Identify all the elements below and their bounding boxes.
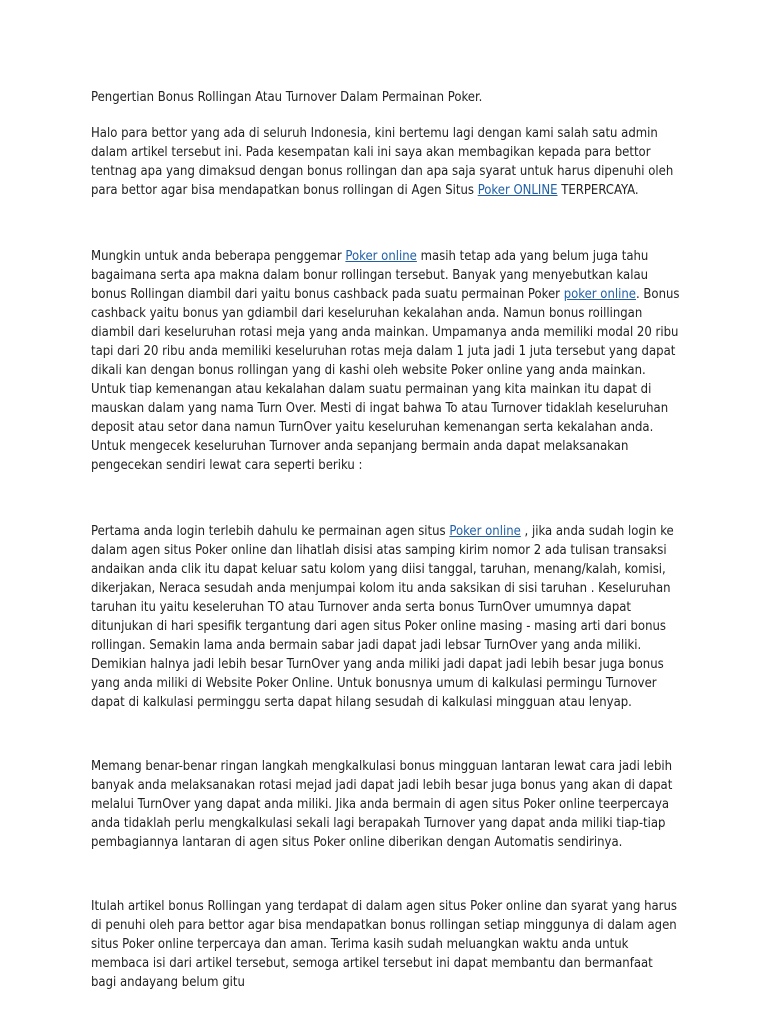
document-body [91, 88, 681, 992]
paragraph-login-steps [91, 522, 681, 712]
paragraph-text: Mungkin untuk anda beberapa penggemar [91, 249, 346, 264]
paragraph-text: Memang benar-benar ringan langkah mengkalkulasi bonus mingguan lantaran lewat cara jadi lebih banyak anda melaksanakan rotasi mejad jadi dapat jadi lebih besar juga bonus yang akan di dapat melalui TurnOver yang dapat anda miliki. Jika anda bermain di agen situs Poker online teerpercaya anda tidaklah perlu mengkalkulasi sekali lagi berapakah Turnover yang dapat anda miliki tiap-tiap pembagiannya lantaran di agen situs Poker online diberikan dengan Automatis sendirinya. [91, 759, 673, 850]
paragraph-text: TERPERCAYA. [557, 183, 639, 198]
paragraph-spacer [91, 200, 681, 247]
paragraph-spacer [91, 852, 681, 897]
paragraph-text: Pertama anda login terlebih dahulu ke permainan agen situs [91, 524, 450, 539]
paragraph-text: Halo para bettor yang ada di seluruh Indonesia, kini bertemu lagi dengan kami salah satu admin dalam artikel tersebut ini. Pada kesempatan kali ini saya akan membagikan kepada para bettor tentnag apa yang dimaksud dengan bonus rollingan dan apa saja syarat untuk harus dipenuhi oleh para bettor agar bisa mendapatkan bonus rollingan di Agen Situs [91, 126, 674, 198]
poker-online-link[interactable]: Poker online [449, 524, 521, 539]
paragraph-explanation [91, 247, 681, 475]
paragraph-closing [91, 897, 681, 992]
poker-online-link[interactable]: Poker ONLINE [477, 183, 558, 198]
paragraph-intro [91, 124, 681, 200]
paragraph-calculation [91, 757, 681, 852]
paragraph-text: , jika anda sudah login ke dalam agen situs Poker online dan lihatlah disisi atas samping kirim nomor 2 ada tulisan transaksi andaikan anda clik itu dapat keluar satu kolom yang diisi tanggal, taruhan, menang/kalah, komisi, dikerjakan, Neraca sesudah anda menjumpai kolom itu anda saksikan di sisi taruhan . Keseluruhan taruhan itu yaitu keseleruhan TO atau Turnover anda serta bonus TurnOver umumnya dapat ditunjukan di hari spesifik tergantung dari agen situs Poker online masing - masing arti dari bonus rollingan. Semakin lama anda bermain sabar jadi dapat jadi lebsar TurnOver yang anda miliki. Demikian halnya jadi lebih besar TurnOver yang anda miliki jadi dapat jadi lebih besar juga bonus yang anda miliki di Website Poker Online. Untuk bonusnya umum di kalkulasi permingu Turnover dapat di kalkulasi perminggu serta dapat hilang sesudah di kalkulasi mingguan atau lenyap. [91, 524, 674, 710]
paragraph-spacer [91, 712, 681, 757]
poker-online-link[interactable]: poker online [563, 287, 636, 302]
paragraph-spacer [91, 475, 681, 522]
paragraph-text: Itulah artikel bonus Rollingan yang terdapat di dalam agen situs Poker online dan syarat yang harus di penuhi oleh para bettor agar bisa mendapatkan bonus rollingan setiap minggunya di dalam agen situs Poker online terpercaya dan aman. Terima kasih sudah meluangkan waktu anda untuk membaca isi dari artikel tersebut, semoga artikel tersebut ini dapat membantu dan bermanfaat bagi andayang belum gitu [91, 899, 677, 990]
paragraph-text: . Bonus cashback yaitu bonus yan gdiambil dari keseluruhan kekalahan anda. Namun bonus roillingan diambil dari keseluruhan rotasi meja yang anda mainkan. Umpamanya anda memiliki modal 20 ribu tapi dari 20 ribu anda memiliki keseluruhan rotas meja dalam 1 juta jadi 1 juta tersebut yang dapat dikali kan dengan bonus rollingan yang di kashi oleh website Poker online yang anda mainkan. Untuk tiap kemenangan atau kekalahan dalam suatu permainan yang kita mainkan itu dapat di mauskan dalam yang nama Turn Over. Mesti di ingat bahwa To atau Turnover tidaklah keseluruhan deposit atau setor dana namun TurnOver yaitu keseluruhan kemenangan serta kekalahan anda. Untuk mengecek keseluruhan Turnover anda sepanjang bermain anda dapat melaksanakan pengecekan sendiri lewat cara seperti beriku : [91, 287, 680, 473]
paragraph-text: masih tetap ada yang belum juga tahu bagaimana serta apa makna dalam bonur rollingan tersebut. Banyak yang menyebutkan kalau bonus Rollingan diambil dari yaitu bonus cashback pada suatu permainan Poker [91, 249, 649, 302]
document-title: Pengertian Bonus Rollingan Atau Turnover Dalam Permainan Poker. [91, 90, 483, 105]
poker-online-link[interactable]: Poker online [345, 249, 417, 264]
